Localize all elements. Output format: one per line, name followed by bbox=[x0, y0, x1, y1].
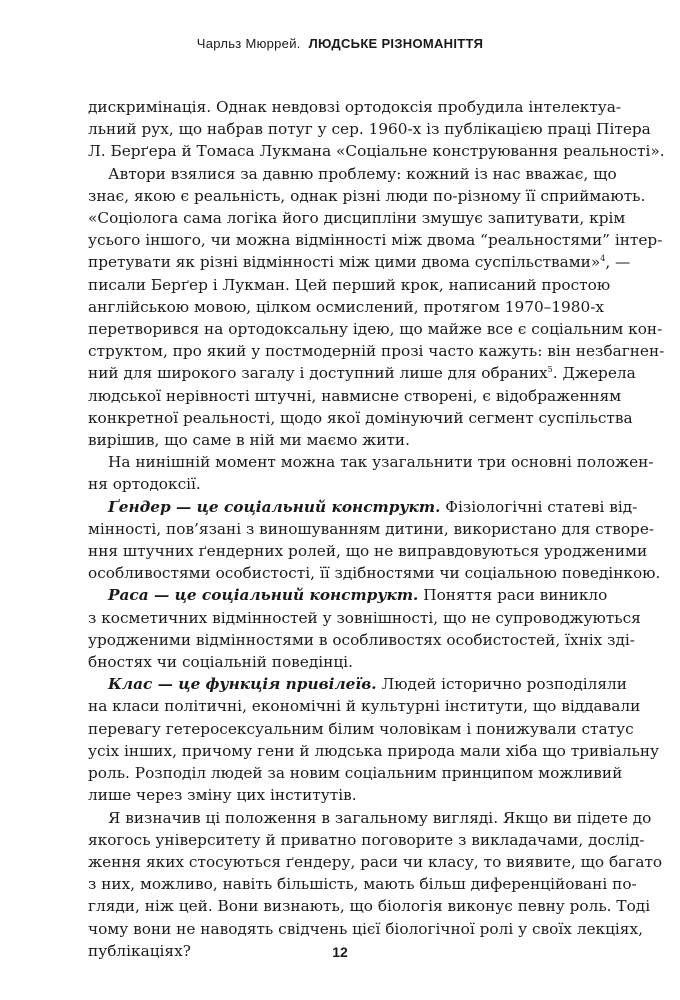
thesis-heading: Раса — це соціальний конструкт. bbox=[108, 586, 419, 605]
text-line-body: Фізіологічні статеві від- bbox=[440, 497, 638, 516]
text-line: «Соціолога сама логіка його дисципліни змушує запитувати, крім bbox=[88, 209, 626, 228]
thesis-paragraph bbox=[88, 584, 641, 673]
text-line: Автори взялися за давню проблему: кожний із нас вважає, що bbox=[108, 164, 617, 183]
text-line: з них, можливо, навіть більшість, мають більш диференційовані по- bbox=[88, 875, 637, 894]
paragraph bbox=[88, 163, 665, 452]
body-text bbox=[88, 96, 665, 962]
text-line: публікаціях? bbox=[88, 941, 191, 960]
header-author: Чарльз Мюррей. bbox=[196, 36, 301, 51]
text-line: лише через зміну цих інститутів. bbox=[88, 786, 357, 805]
text-line: гляди, ніж цей. Вони визнають, що біологія виконує певну роль. Тоді bbox=[88, 897, 651, 916]
text-line: роль. Розподіл людей за новим соціальним принципом можливий bbox=[88, 764, 623, 783]
text-line bbox=[88, 496, 638, 518]
thesis-paragraph bbox=[88, 673, 660, 806]
text-line: з косметичних відмінностей у зовнішності, що не супроводжуються bbox=[88, 608, 641, 627]
text-line: писали Берґер і Лукман. Цей перший крок, написаний простою bbox=[88, 275, 611, 294]
text-line-body: ний для широкого загалу і доступний лише для обраних bbox=[88, 364, 548, 383]
text-line: якогось університету й приватно поговорите з викладачами, дослід- bbox=[88, 830, 645, 849]
text-line: на класи політичні, економічні й культурні інститути, що віддавали bbox=[88, 697, 641, 716]
text-line bbox=[88, 251, 631, 273]
thesis-heading: Клас — це функція привілеїв. bbox=[108, 675, 377, 694]
text-line: ження яких стосуються ґендеру, раси чи класу, то виявите, що багато bbox=[88, 852, 663, 871]
text-line: структом, про який у постмодерній прозі часто кажуть: він незбагнен- bbox=[88, 342, 665, 361]
text-line bbox=[88, 584, 608, 606]
text-line: ня ортодоксії. bbox=[88, 475, 201, 494]
text-line-body: претувати як різні відмінності між цими двома суспільствами» bbox=[88, 253, 601, 272]
text-line: уродженими відмінностями в особливостях особистостей, їхніх зді- bbox=[88, 630, 635, 649]
header-book-title: ЛЮДСЬКЕ РІЗНОМАНІТТЯ bbox=[308, 36, 484, 51]
text-line: Я визначив ці положення в загальному вигляді. Якщо ви підете до bbox=[108, 808, 652, 827]
text-line: конкретної реальності, щодо якої домінуючий сегмент суспільства bbox=[88, 408, 633, 427]
text-line: усього іншого, чи можна відмінності між двома “реальностями” інтер- bbox=[88, 231, 663, 250]
page-number: 12 bbox=[332, 944, 348, 960]
text-line-tail: . Джерела bbox=[552, 364, 636, 383]
paragraph bbox=[88, 451, 654, 495]
footnote-marker[interactable]: 4 bbox=[600, 254, 606, 264]
text-line-body: Людей історично розподіляли bbox=[376, 675, 627, 694]
text-line: перетворився на ортодоксальну ідею, що майже все є соціальним кон- bbox=[88, 320, 663, 339]
text-line: особливостями особистості, її здібностями чи соціальною поведінкою. bbox=[88, 564, 661, 583]
footnote-marker[interactable]: 5 bbox=[547, 365, 553, 375]
paragraph bbox=[88, 807, 663, 962]
running-header bbox=[0, 36, 680, 51]
text-line: Л. Берґера й Томаса Лукмана «Соціальне конструювання реальності». bbox=[88, 142, 665, 161]
text-line bbox=[88, 362, 636, 384]
text-line: знає, якою є реальність, однак різні люди по-різному її сприймають. bbox=[88, 186, 646, 205]
text-line: дискримінація. Однак невдовзі ортодоксія пробудила інтелектуа- bbox=[88, 98, 622, 116]
text-line: усіх інших, причому гени й людська природа мали хіба що тривіальну bbox=[88, 741, 660, 760]
text-line: ння штучних ґендерних ролей, що не виправдовуються уродженими bbox=[88, 542, 648, 561]
text-line: чому вони не наводять свідчень цієї біологічної ролі у своїх лекціях, bbox=[88, 919, 643, 938]
text-line-tail: , — bbox=[605, 253, 631, 272]
text-line: людської нерівності штучні, навмисне створені, є відображенням bbox=[88, 386, 622, 405]
text-line-body: Поняття раси виникло bbox=[418, 586, 608, 605]
thesis-heading: Ґендер — це соціальний конструкт. bbox=[108, 497, 441, 516]
thesis-paragraph bbox=[88, 496, 661, 585]
paragraph bbox=[88, 96, 665, 163]
text-line: бностях чи соціальній поведінці. bbox=[88, 653, 353, 672]
text-line: мінності, пов’язані з виношуванням дитини, використано для створе- bbox=[88, 519, 655, 538]
text-line: льний рух, що набрав потуг у сер. 1960-х із публікацією праці Пітера bbox=[88, 120, 651, 139]
text-line: англійською мовою, цілком осмислений, протягом 1970–1980-х bbox=[88, 297, 605, 316]
text-line: вирішив, що саме в ній ми маємо жити. bbox=[88, 431, 410, 450]
text-line bbox=[88, 673, 627, 695]
text-line: На нинішній момент можна так узагальнити три основні положен- bbox=[108, 453, 654, 472]
text-line: перевагу гетеросексуальним білим чоловікам і понижували статус bbox=[88, 719, 634, 738]
